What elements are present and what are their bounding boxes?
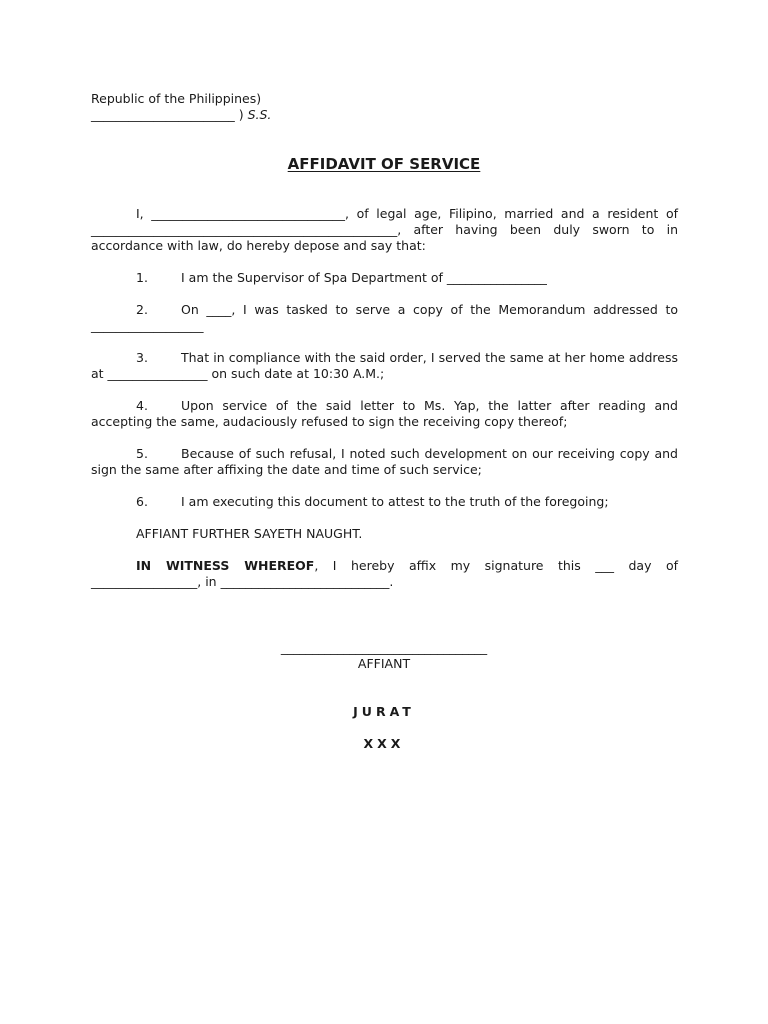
item-number: 5. xyxy=(136,446,148,461)
intro-line-2: _________________________________________________, after having been duly sworn to in xyxy=(91,222,678,237)
further-sayeth-text: AFFIANT FURTHER SAYETH NAUGHT. xyxy=(136,526,363,541)
jurat-heading: JURAT xyxy=(353,704,415,719)
item-number: 2. xyxy=(136,302,148,317)
numbered-item xyxy=(91,494,678,510)
item-continuation: accepting the same, audaciously refused to sign the receiving copy thereof; xyxy=(91,414,568,429)
venue-blank: _______________________ ) xyxy=(91,107,248,122)
item-continuation: sign the same after affixing the date and time of such service; xyxy=(91,462,482,477)
witness-line-2: _________________, in ___________________________. xyxy=(91,574,394,589)
item-text: Upon service of the said letter to Ms. Yap, the latter after reading and xyxy=(181,398,678,413)
witness-whereof: IN WITNESS WHEREOF xyxy=(136,558,315,573)
item-continuation: __________________ xyxy=(91,318,204,333)
item-number: 3. xyxy=(136,350,148,365)
item-text: On ____, I was tasked to serve a copy of the Memorandum addressed to xyxy=(181,302,678,317)
item-number: 1. xyxy=(136,270,148,285)
item-text: Because of such refusal, I noted such development on our receiving copy and xyxy=(181,446,678,461)
witness-paragraph xyxy=(91,558,678,590)
item-text: I am executing this document to attest to the truth of the foregoing; xyxy=(181,494,609,509)
jurat-placeholder: XXX xyxy=(363,736,405,751)
item-continuation: at ________________ on such date at 10:30 A.M.; xyxy=(91,366,385,381)
further-sayeth-paragraph xyxy=(91,526,678,542)
item-text: That in compliance with the said order, I served the same at her home address xyxy=(181,350,678,365)
numbered-item xyxy=(91,398,678,430)
item-text: I am the Supervisor of Spa Department of ________________ xyxy=(181,270,547,285)
item-number: 4. xyxy=(136,398,148,413)
signature-block xyxy=(0,640,768,672)
numbered-item xyxy=(91,302,678,334)
item-number: 6. xyxy=(136,494,148,509)
numbered-item xyxy=(91,270,678,286)
numbered-item xyxy=(91,446,678,478)
signature-line: _________________________________ xyxy=(280,640,488,655)
venue-line: Republic of the Philippines) xyxy=(91,91,262,106)
intro-line-3: accordance with law, do hereby depose and say that: xyxy=(91,238,426,253)
witness-text: , I hereby affix my signature this ___ day of xyxy=(314,558,679,573)
intro-line-1: I, _______________________________, of legal age, Filipino, married and a resident of xyxy=(136,206,678,221)
venue-blank-line xyxy=(91,107,271,123)
ss-label: S.S. xyxy=(247,107,272,122)
affidavit-body xyxy=(91,206,678,590)
affiant-label: AFFIANT xyxy=(357,656,411,671)
numbered-item xyxy=(91,350,678,382)
document-title: AFFIDAVIT OF SERVICE xyxy=(287,155,481,173)
venue-header xyxy=(91,91,271,123)
intro-paragraph xyxy=(91,206,678,254)
